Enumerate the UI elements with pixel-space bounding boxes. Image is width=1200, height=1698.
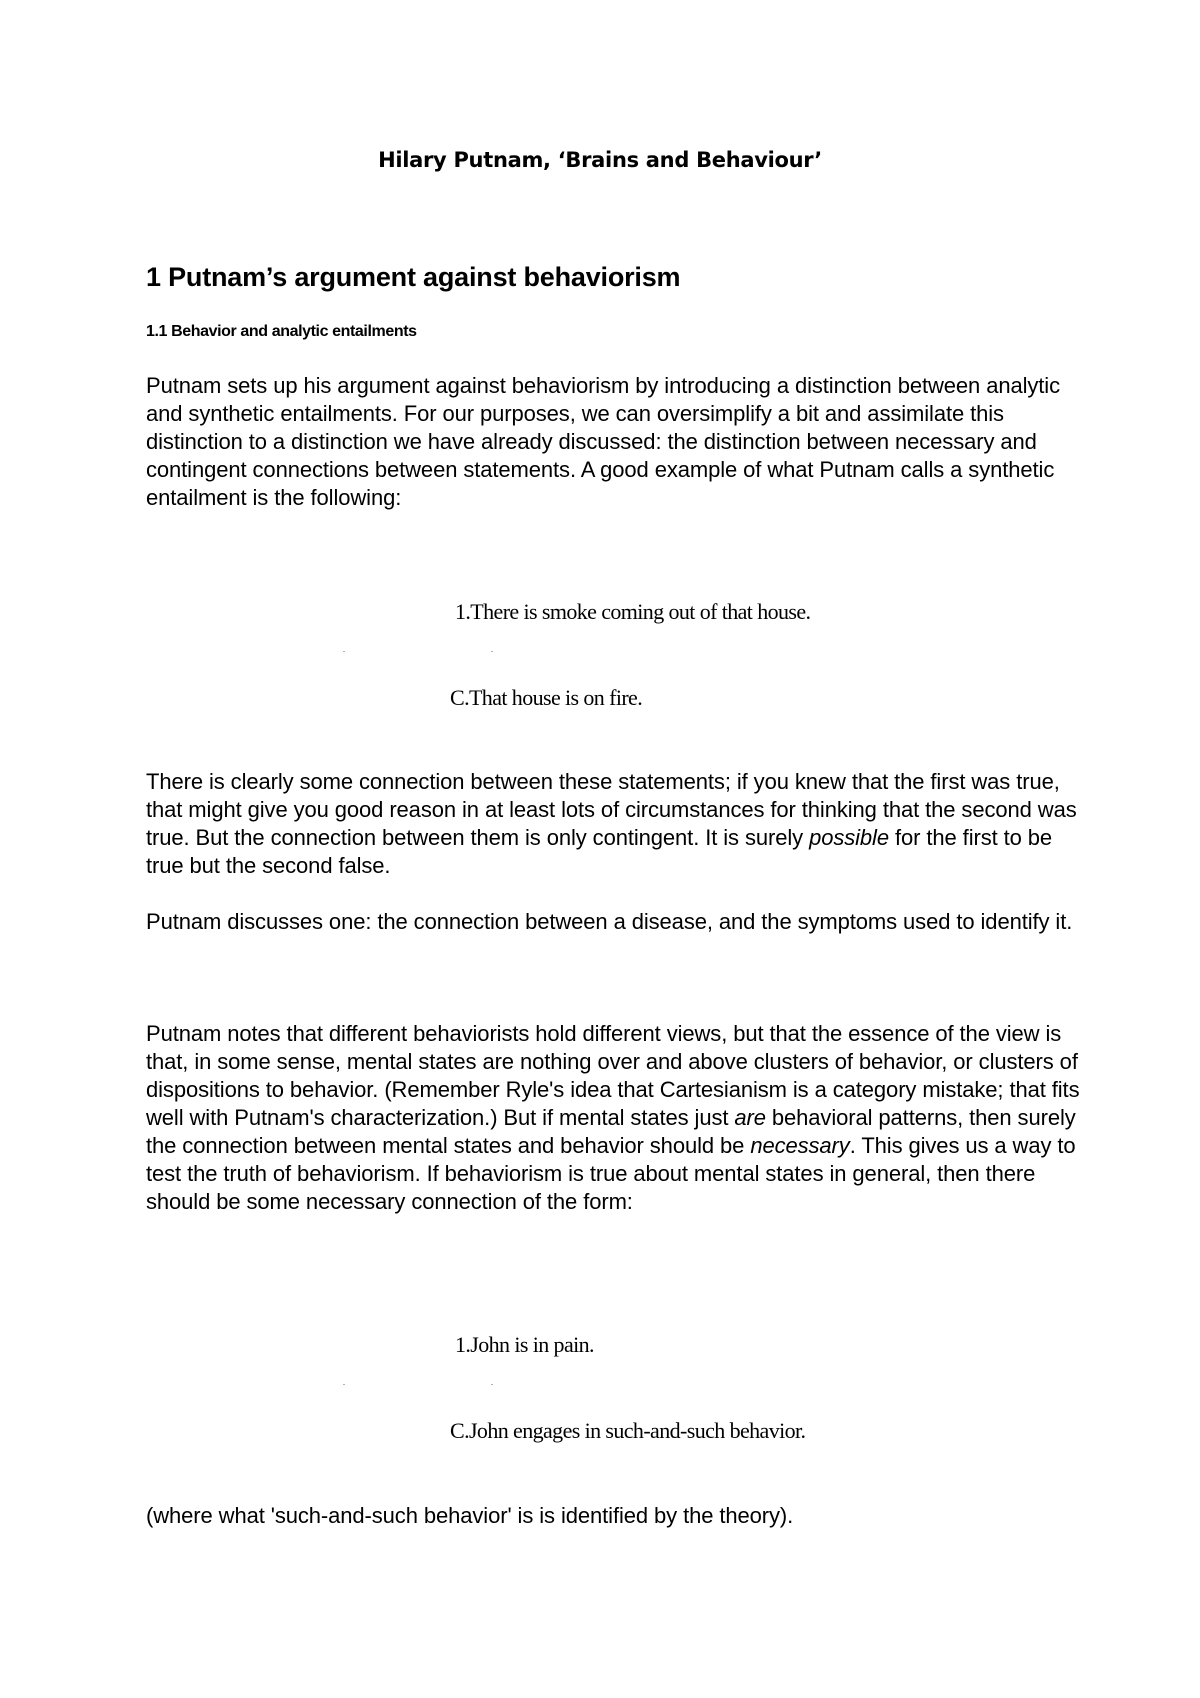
paragraph-text: There is clearly some connection between these statements; if you knew that the first was true, that might give you good reason in at least lots of circumstances for thinking that the second was true. But the connection between them is only contingent. It is surely: [146, 769, 1077, 850]
divider-mark: [491, 651, 493, 652]
argument2-conclusion: C.John engages in such-and-such behavior.: [450, 1418, 806, 1443]
emphasis-text: necessary: [750, 1133, 850, 1158]
paragraph-text: behavioral patterns, then surely the connection between mental states and behavior should be: [146, 1105, 1076, 1158]
paragraph-intro: Putnam sets up his argument against behaviorism by introducing a distinction between analytic and synthetic entailments. For our purposes, we can oversimplify a bit and assimilate this distinction to a distinction we have already discussed: the distinction between necessary and contingent connections between statements. A good example of what Putnam calls a synthetic entailment is the following:: [146, 373, 1060, 510]
divider-mark: [491, 1384, 493, 1385]
emphasis-text: are: [734, 1105, 766, 1130]
divider-mark: [343, 1384, 345, 1385]
paragraph-disease: Putnam discusses one: the connection between a disease, and the symptoms used to identify it.: [146, 909, 1073, 934]
paragraph-text: for the first to be true but the second false.: [146, 825, 1053, 878]
argument1-premise: 1.There is smoke coming out of that house.: [455, 599, 811, 624]
emphasis-text: possible: [809, 825, 889, 850]
subsection-heading: 1.1 Behavior and analytic entailments: [146, 323, 417, 340]
paragraph-closing: (where what 'such-and-such behavior' is is identified by the theory).: [146, 1503, 794, 1528]
argument2-premise: 1.John is in pain.: [455, 1332, 594, 1357]
document-title: Hilary Putnam, ‘Brains and Behaviour’: [378, 148, 822, 172]
argument1-conclusion: C.That house is on fire.: [450, 685, 643, 710]
paragraph-text: Putnam notes that different behaviorists hold different views, but that the essence of the view is that, in some sense, mental states are nothing over and above clusters of behavior, or clusters of dispositions to behavior. (Remember Ryle's idea that Cartesianism is a category mistake; that fits well with Putnam's characterization.) But if mental states just: [146, 1021, 1080, 1130]
section-heading: 1 Putnam’s argument against behaviorism: [146, 262, 681, 292]
paragraph-text: . This gives us a way to test the truth of behaviorism. If behaviorism is true about mental states in general, then there should be some necessary connection of the form:: [146, 1133, 1076, 1214]
divider-mark: [343, 651, 345, 652]
paragraph-behaviorists: [146, 1020, 1086, 1216]
paragraph-connection: [146, 768, 1086, 880]
